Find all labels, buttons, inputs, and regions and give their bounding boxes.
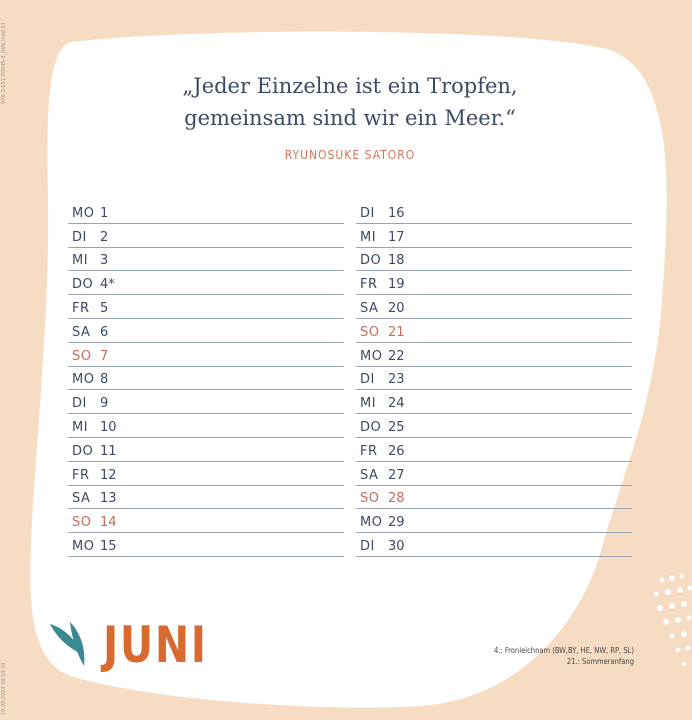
day-number: 4* [100, 277, 115, 293]
day-row [356, 367, 632, 391]
day-row [356, 248, 632, 272]
day-row [68, 319, 344, 343]
note-line-1: 4.: Fronleichnam (BW,BY, HE, NW, RP, SL) [494, 646, 634, 655]
weekday-label: DO [72, 277, 94, 293]
weekday-label: MO [72, 538, 95, 554]
day-number: 17 [388, 229, 405, 245]
day-number: 6 [100, 324, 109, 340]
day-row [68, 271, 344, 295]
weekday-label: DI [72, 229, 87, 245]
day-row [356, 533, 632, 557]
weekday-label: MI [72, 253, 89, 269]
quote-line-1: „Jeder Einzelne ist ein Tropfen, [182, 74, 518, 98]
day-number: 11 [100, 443, 117, 459]
weekday-label: MI [72, 419, 89, 435]
weekday-label: MO [360, 515, 383, 531]
day-number: 18 [388, 253, 405, 269]
day-row [68, 390, 344, 414]
day-row [356, 486, 632, 510]
print-slug-bottom: 19.09.2024 08:59:14 [1, 662, 7, 715]
day-number: 27 [388, 467, 405, 483]
weekday-label: SA [72, 491, 91, 507]
day-number: 16 [388, 205, 405, 221]
day-row [356, 200, 632, 224]
day-number: 24 [388, 396, 405, 412]
month-title: JUNI [103, 616, 208, 674]
day-number: 23 [388, 372, 405, 388]
day-number: 12 [100, 467, 117, 483]
day-number: 3 [100, 253, 109, 269]
day-row [356, 271, 632, 295]
weekday-label: SA [72, 324, 91, 340]
leaf-icon [46, 620, 100, 672]
day-number: 22 [388, 348, 405, 364]
note-line-2: 21.: Sommeranfang [566, 657, 634, 666]
weekday-label: FR [360, 443, 378, 459]
day-row [68, 414, 344, 438]
day-number: 26 [388, 443, 405, 459]
weekday-label: SO [360, 324, 380, 340]
days-column-left [68, 200, 344, 557]
day-row [356, 414, 632, 438]
weekday-label: DI [360, 538, 375, 554]
day-row [356, 295, 632, 319]
day-number: 1 [100, 205, 109, 221]
weekday-label: SA [360, 467, 379, 483]
day-number: 25 [388, 419, 405, 435]
day-row [68, 533, 344, 557]
weekday-label: MI [360, 229, 377, 245]
day-row [356, 224, 632, 248]
day-row [356, 343, 632, 367]
day-number: 13 [100, 491, 117, 507]
day-number: 2 [100, 229, 109, 245]
weekday-label: MO [72, 205, 95, 221]
weekday-label: MI [360, 396, 377, 412]
day-row [68, 367, 344, 391]
day-row [68, 343, 344, 367]
day-row [68, 438, 344, 462]
day-number: 8 [100, 372, 109, 388]
weekday-label: DO [72, 443, 94, 459]
quote [140, 70, 560, 134]
day-number: 19 [388, 277, 405, 293]
day-row [356, 390, 632, 414]
weekday-label: FR [360, 277, 378, 293]
weekday-label: FR [72, 300, 90, 316]
day-number: 14 [100, 515, 117, 531]
day-row [68, 248, 344, 272]
day-row [68, 224, 344, 248]
weekday-label: DO [360, 419, 382, 435]
holiday-notes [494, 645, 634, 667]
day-number: 9 [100, 396, 109, 412]
day-row [356, 319, 632, 343]
day-number: 21 [388, 324, 405, 340]
print-slug-top: 978-3-651-05945-3_JUNI.indd 21 [1, 22, 7, 104]
weekday-label: SO [72, 348, 92, 364]
weekday-label: DO [360, 253, 382, 269]
weekday-label: FR [72, 467, 90, 483]
weekday-label: SO [360, 491, 380, 507]
day-number: 10 [100, 419, 117, 435]
day-number: 15 [100, 538, 117, 554]
quote-line-2: gemeinsam sind wir ein Meer.“ [184, 106, 516, 130]
day-row [356, 462, 632, 486]
day-row [68, 200, 344, 224]
weekday-label: DI [360, 205, 375, 221]
day-number: 20 [388, 300, 405, 316]
day-number: 5 [100, 300, 109, 316]
day-number: 28 [388, 491, 405, 507]
weekday-label: DI [72, 396, 87, 412]
day-row [68, 509, 344, 533]
days-column-right [356, 200, 632, 557]
day-row [68, 486, 344, 510]
day-number: 30 [388, 538, 405, 554]
day-row [356, 509, 632, 533]
weekday-label: MO [72, 372, 95, 388]
weekday-label: SO [72, 515, 92, 531]
day-number: 7 [100, 348, 109, 364]
quote-author: RYUNOSUKE SATORO [284, 148, 416, 162]
weekday-label: DI [360, 372, 375, 388]
weekday-label: SA [360, 300, 379, 316]
day-number: 29 [388, 515, 405, 531]
day-row [356, 438, 632, 462]
weekday-label: MO [360, 348, 383, 364]
day-row [68, 295, 344, 319]
day-row [68, 462, 344, 486]
